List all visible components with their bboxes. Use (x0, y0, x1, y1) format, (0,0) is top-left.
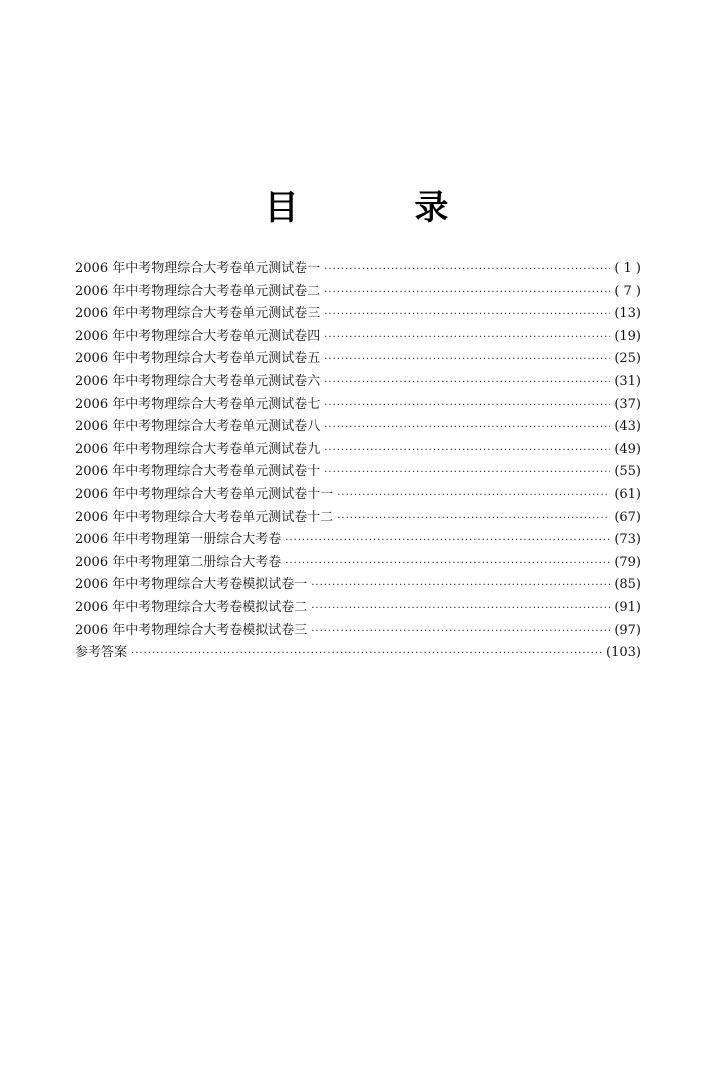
toc-dot-leader (324, 349, 610, 372)
toc-dot-leader (311, 575, 610, 598)
toc-entry (75, 642, 641, 665)
toc-entry (75, 507, 641, 530)
toc-entry-title: 2006 年中考物理综合大考卷模拟试卷三 (75, 622, 308, 638)
toc-entry-page: (91) (614, 599, 641, 615)
toc-entry-page: (19) (614, 328, 641, 344)
toc-entry (75, 461, 641, 484)
toc-dot-leader (324, 395, 610, 418)
table-of-contents (75, 258, 641, 665)
toc-dot-leader (131, 643, 602, 666)
toc-entry-title: 2006 年中考物理第二册综合大考卷 (75, 554, 282, 570)
toc-dot-leader (324, 462, 610, 485)
toc-entry-page: (43) (614, 419, 641, 435)
toc-entry-page: ( 1 ) (614, 261, 641, 276)
toc-entry (75, 371, 641, 394)
toc-entry (75, 281, 641, 304)
toc-entry-page: (31) (614, 373, 641, 389)
toc-entry (75, 574, 641, 597)
toc-entry-title: 2006 年中考物理综合大考卷单元测试卷一 (75, 261, 321, 276)
toc-entry-title: 2006 年中考物理综合大考卷单元测试卷十 (75, 464, 321, 480)
toc-entry (75, 258, 641, 281)
toc-entry (75, 348, 641, 371)
toc-entry-page: (97) (614, 622, 641, 638)
toc-entry (75, 326, 641, 349)
toc-entry (75, 484, 641, 507)
toc-entry-page: (13) (614, 306, 641, 322)
toc-entry (75, 394, 641, 417)
toc-entry-page: (37) (614, 396, 641, 412)
toc-dot-leader (311, 621, 610, 644)
toc-entry-title: 2006 年中考物理综合大考卷单元测试卷九 (75, 441, 321, 457)
toc-entry-page: (55) (614, 464, 641, 480)
toc-entry-title: 2006 年中考物理第一册综合大考卷 (75, 532, 282, 548)
toc-entry-title: 2006 年中考物理综合大考卷单元测试卷八 (75, 419, 321, 435)
toc-entry-title: 2006 年中考物理综合大考卷模拟试卷一 (75, 577, 308, 593)
toc-entry-title: 参考答案 (75, 645, 128, 661)
toc-entry-page: (79) (614, 554, 641, 570)
toc-entry (75, 529, 641, 552)
toc-entry (75, 620, 641, 643)
toc-entry-page: (61) (614, 486, 641, 502)
page-title: 目 录 (264, 188, 501, 228)
toc-entry (75, 552, 641, 575)
toc-entry-title: 2006 年中考物理综合大考卷模拟试卷二 (75, 599, 308, 615)
toc-entry (75, 303, 641, 326)
toc-entry-title: 2006 年中考物理综合大考卷单元测试卷七 (75, 396, 321, 412)
toc-entry-title: 2006 年中考物理综合大考卷单元测试卷十一 (75, 486, 334, 502)
toc-entry-page: (67) (614, 509, 641, 525)
toc-entry-title: 2006 年中考物理综合大考卷单元测试卷六 (75, 373, 321, 389)
toc-dot-leader (324, 304, 610, 327)
toc-dot-leader (324, 327, 610, 350)
toc-dot-leader (311, 598, 610, 621)
toc-dot-leader (324, 259, 610, 282)
toc-entry-page: (25) (614, 351, 641, 367)
toc-entry-page: ( 7 ) (614, 283, 641, 299)
toc-entry-title: 2006 年中考物理综合大考卷单元测试卷五 (75, 351, 321, 367)
toc-entry-page: (85) (614, 577, 641, 593)
toc-dot-leader (285, 530, 610, 553)
toc-dot-leader (324, 440, 610, 463)
toc-entry-page: (49) (614, 441, 641, 457)
toc-entry-page: (73) (614, 532, 641, 548)
toc-entry-title: 2006 年中考物理综合大考卷单元测试卷四 (75, 328, 321, 344)
toc-entry (75, 439, 641, 462)
toc-entry-title: 2006 年中考物理综合大考卷单元测试卷二 (75, 283, 321, 299)
toc-entry-title: 2006 年中考物理综合大考卷单元测试卷三 (75, 306, 321, 322)
toc-dot-leader (337, 508, 610, 531)
toc-entry-title: 2006 年中考物理综合大考卷单元测试卷十二 (75, 509, 334, 525)
toc-entry (75, 416, 641, 439)
toc-dot-leader (324, 282, 610, 305)
toc-dot-leader (337, 485, 610, 508)
toc-dot-leader (285, 553, 610, 576)
toc-entry-page: (103) (606, 645, 641, 661)
toc-dot-leader (324, 417, 610, 440)
toc-entry (75, 597, 641, 620)
toc-dot-leader (324, 372, 610, 395)
